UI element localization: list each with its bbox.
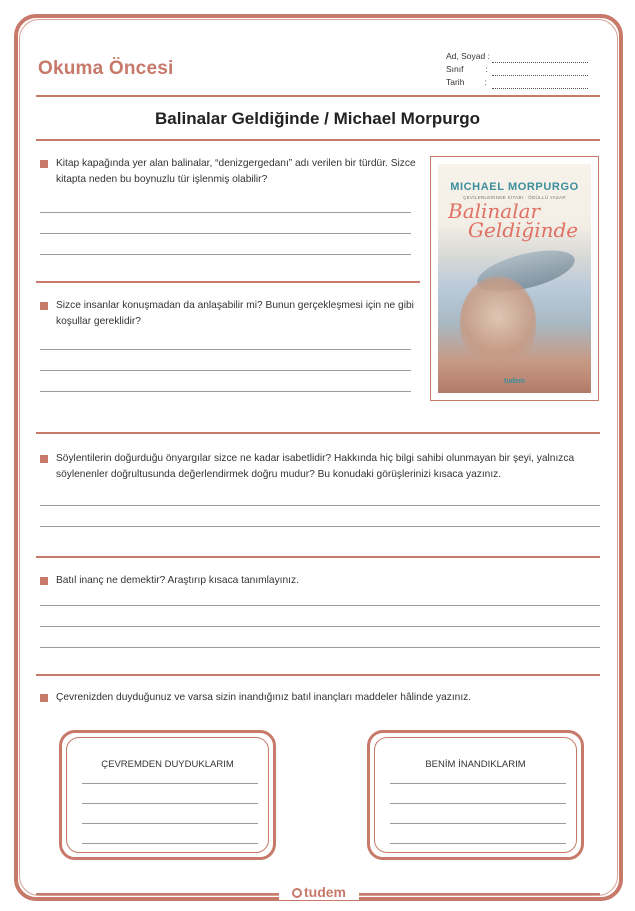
question-1-text: Kitap kapağında yer alan balinalar, “denizgergedanı” adı verilen bir türdür. Sizce kitapta neden bu boynuzlu tür işlenmiş olabilir? (56, 158, 416, 185)
bullet-square-icon (40, 455, 48, 463)
bullet-square-icon (40, 302, 48, 310)
answer-line[interactable] (82, 843, 258, 844)
own-beliefs-box (367, 730, 584, 860)
answer-line[interactable] (390, 823, 566, 824)
answer-line[interactable] (82, 823, 258, 824)
box-inner-border (66, 737, 269, 853)
answer-line[interactable] (40, 505, 600, 506)
student-info-block (446, 50, 588, 89)
class-field-line[interactable] (492, 67, 588, 76)
date-field-label: Tarih : (446, 77, 487, 87)
boy-illustration (460, 276, 536, 368)
cover-title: Balinalar Geldiğinde (448, 199, 579, 242)
date-field-line[interactable] (492, 80, 588, 89)
bullet-square-icon (40, 577, 48, 585)
cover-author: MICHAEL MORPURGO (450, 181, 579, 193)
name-field-row (446, 50, 588, 63)
answer-line[interactable] (40, 254, 411, 255)
answer-line[interactable] (40, 626, 600, 627)
question-1 (40, 156, 420, 188)
question-divider (36, 281, 420, 283)
section-title: Okuma Öncesi (38, 58, 174, 79)
bullet-square-icon (40, 694, 48, 702)
header-divider (36, 95, 600, 97)
answer-line[interactable] (390, 783, 566, 784)
question-divider (36, 556, 600, 558)
question-divider (36, 432, 600, 434)
answer-line[interactable] (390, 843, 566, 844)
book-cover-image (438, 164, 591, 393)
book-cover (430, 156, 599, 401)
question-5-text: Çevrenizden duyduğunuz ve varsa sizin inandığınız batıl inançları maddeler hâlinde yazınız. (56, 692, 472, 703)
own-beliefs-title: BENİM İNANDIKLARIM (425, 759, 526, 770)
answer-line[interactable] (40, 349, 411, 350)
answer-line[interactable] (40, 233, 411, 234)
answer-line[interactable] (390, 803, 566, 804)
question-4-text: Batıl inanç ne demektir? Araştırıp kısaca tanımlayınız. (56, 575, 299, 586)
date-field-row (446, 76, 588, 89)
cover-subtitle: ÇEVİLERLERİNDE KİTABI · ÖDÜLLÜ YAZAR (463, 195, 566, 200)
publisher-logo: tudem (279, 884, 359, 900)
answer-line[interactable] (82, 803, 258, 804)
question-2 (40, 298, 420, 330)
question-2-text: Sizce insanlar konuşmadan da anlaşabilir mi? Bunun gerçekleşmesi için ne gibi koşullar gereklidir? (56, 300, 414, 327)
answer-line[interactable] (40, 212, 411, 213)
answer-line[interactable] (40, 526, 600, 527)
answer-line[interactable] (40, 391, 411, 392)
box-inner-border (374, 737, 577, 853)
answer-line[interactable] (82, 783, 258, 784)
cover-publisher-logo: tudem (504, 378, 525, 385)
heading-divider (36, 139, 600, 141)
answer-line[interactable] (40, 370, 411, 371)
heard-beliefs-title: ÇEVREMDEN DUYDUKLARIM (101, 759, 234, 770)
heard-beliefs-box (59, 730, 276, 860)
bullet-square-icon (40, 160, 48, 168)
question-3-text: Söylentilerin doğurduğu önyargılar sizce ne kadar isabetlidir? Hakkında hiç bilgi sahibi olunmayan bir şeyi, yalnızca söylenenler doğrultusunda değerlendirmek doğru mudur? Bu konudaki görüşlerinizi kısaca yazınız. (56, 453, 575, 480)
question-5 (40, 690, 600, 706)
question-divider (36, 674, 600, 676)
question-3 (40, 451, 600, 483)
answer-line[interactable] (40, 647, 600, 648)
name-field-line[interactable] (492, 54, 588, 63)
class-field-row (446, 63, 588, 76)
name-field-label: Ad, Soyad : (446, 51, 490, 61)
book-heading: Balinalar Geldiğinde / Michael Morpurgo (155, 109, 480, 128)
question-4 (40, 573, 600, 589)
class-field-label: Sınıf : (446, 64, 488, 74)
logo-circle-icon (292, 888, 302, 898)
answer-line[interactable] (40, 605, 600, 606)
